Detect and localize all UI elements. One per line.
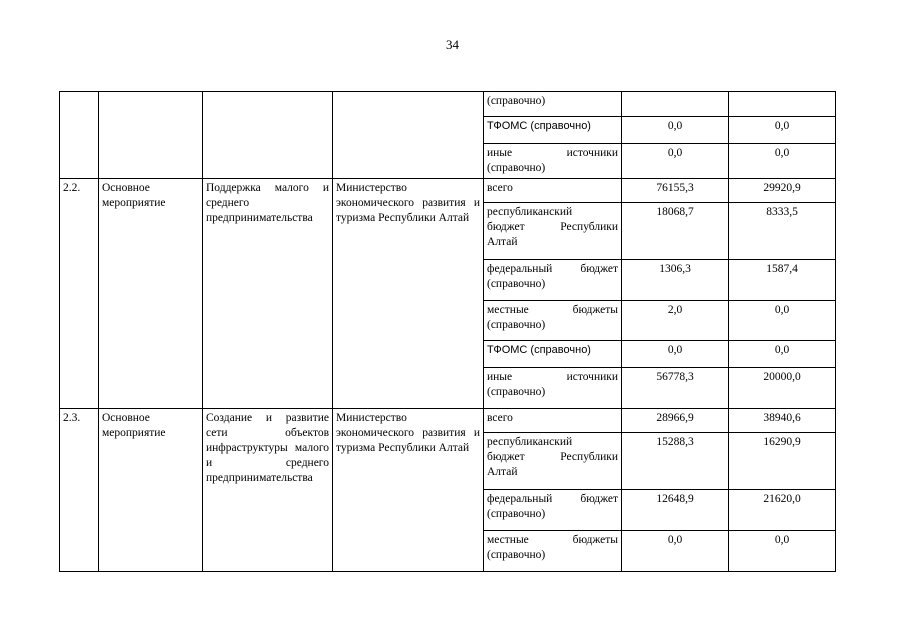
- value-cell: 0,0: [729, 144, 836, 179]
- source-word: источники: [566, 147, 618, 159]
- name-cell: Создание и развитие сети объектов инфраструктуры малого и среднего предпринимательства: [203, 409, 333, 572]
- source-word: Республики: [560, 221, 618, 233]
- source-line: (справочно): [487, 549, 546, 561]
- source-cell: ТФОМС (справочно): [484, 117, 622, 144]
- source-cell: всего: [484, 179, 622, 203]
- source-cell: [484, 368, 622, 409]
- source-cell: [484, 490, 622, 531]
- source-cell: всего: [484, 409, 622, 433]
- value-cell: 16290,9: [729, 433, 836, 490]
- name-cell: [203, 92, 333, 179]
- source-line: (справочно): [487, 319, 546, 331]
- number-cell: 2.3.: [60, 409, 99, 572]
- table-row: [60, 92, 836, 117]
- value-cell: 38940,6: [729, 409, 836, 433]
- value-cell: 15288,3: [622, 433, 729, 490]
- executor-cell: Министерство экономического развития и туризма Республики Алтай: [333, 179, 484, 409]
- value-cell: 29920,9: [729, 179, 836, 203]
- budget-table: [59, 91, 836, 572]
- value-cell: 0,0: [622, 531, 729, 572]
- value-cell: 0,0: [622, 341, 729, 368]
- source-line: (справочно): [487, 386, 546, 398]
- source-word: бюджет: [487, 451, 525, 463]
- value-cell: 0,0: [729, 117, 836, 144]
- type-cell: [99, 92, 203, 179]
- value-cell: 8333,5: [729, 203, 836, 260]
- source-cell: [484, 144, 622, 179]
- source-word: Республики: [560, 451, 618, 463]
- source-word: иные: [487, 371, 513, 383]
- value-cell: 76155,3: [622, 179, 729, 203]
- source-cell: [484, 433, 622, 490]
- value-cell: 0,0: [622, 144, 729, 179]
- source-word: местные: [487, 304, 529, 316]
- page-number: 34: [446, 37, 459, 52]
- source-cell: [484, 531, 622, 572]
- source-line: (справочно): [487, 162, 546, 174]
- source-line: Алтай: [487, 236, 518, 248]
- number-cell: 2.2.: [60, 179, 99, 409]
- source-word: бюджеты: [572, 534, 618, 546]
- source-word: бюджеты: [572, 304, 618, 316]
- source-cell: [484, 260, 622, 301]
- source-line: республиканский: [487, 436, 573, 448]
- table-row: [60, 179, 836, 203]
- value-cell: [622, 92, 729, 117]
- value-cell: 0,0: [729, 531, 836, 572]
- source-cell: [484, 203, 622, 260]
- source-cell: (справочно): [484, 92, 622, 117]
- value-cell: 20000,0: [729, 368, 836, 409]
- value-cell: 2,0: [622, 301, 729, 341]
- source-cell: [484, 301, 622, 341]
- value-cell: 21620,0: [729, 490, 836, 531]
- source-cell: ТФОМС (справочно): [484, 341, 622, 368]
- value-cell: 0,0: [622, 117, 729, 144]
- executor-cell: Министерство экономического развития и туризма Республики Алтай: [333, 409, 484, 572]
- source-line: (справочно): [487, 508, 546, 520]
- value-cell: 28966,9: [622, 409, 729, 433]
- number-cell: [60, 92, 99, 179]
- source-word: бюджет: [487, 221, 525, 233]
- source-word: федеральный: [487, 263, 553, 275]
- source-word: бюджет: [580, 493, 618, 505]
- source-line: (справочно): [487, 278, 546, 290]
- value-cell: 56778,3: [622, 368, 729, 409]
- source-line: Алтай: [487, 466, 518, 478]
- value-cell: 18068,7: [622, 203, 729, 260]
- source-word: источники: [566, 371, 618, 383]
- source-word: иные: [487, 147, 513, 159]
- source-word: федеральный: [487, 493, 553, 505]
- name-cell: Поддержка малого и среднего предпринимательства: [203, 179, 333, 409]
- source-word: местные: [487, 534, 529, 546]
- value-cell: [729, 92, 836, 117]
- value-cell: 12648,9: [622, 490, 729, 531]
- value-cell: 0,0: [729, 341, 836, 368]
- source-word: бюджет: [580, 263, 618, 275]
- source-line: республиканский: [487, 206, 573, 218]
- type-cell: Основное мероприятие: [99, 409, 203, 572]
- value-cell: 0,0: [729, 301, 836, 341]
- value-cell: 1587,4: [729, 260, 836, 301]
- table-row: [60, 409, 836, 433]
- executor-cell: [333, 92, 484, 179]
- type-cell: Основное мероприятие: [99, 179, 203, 409]
- value-cell: 1306,3: [622, 260, 729, 301]
